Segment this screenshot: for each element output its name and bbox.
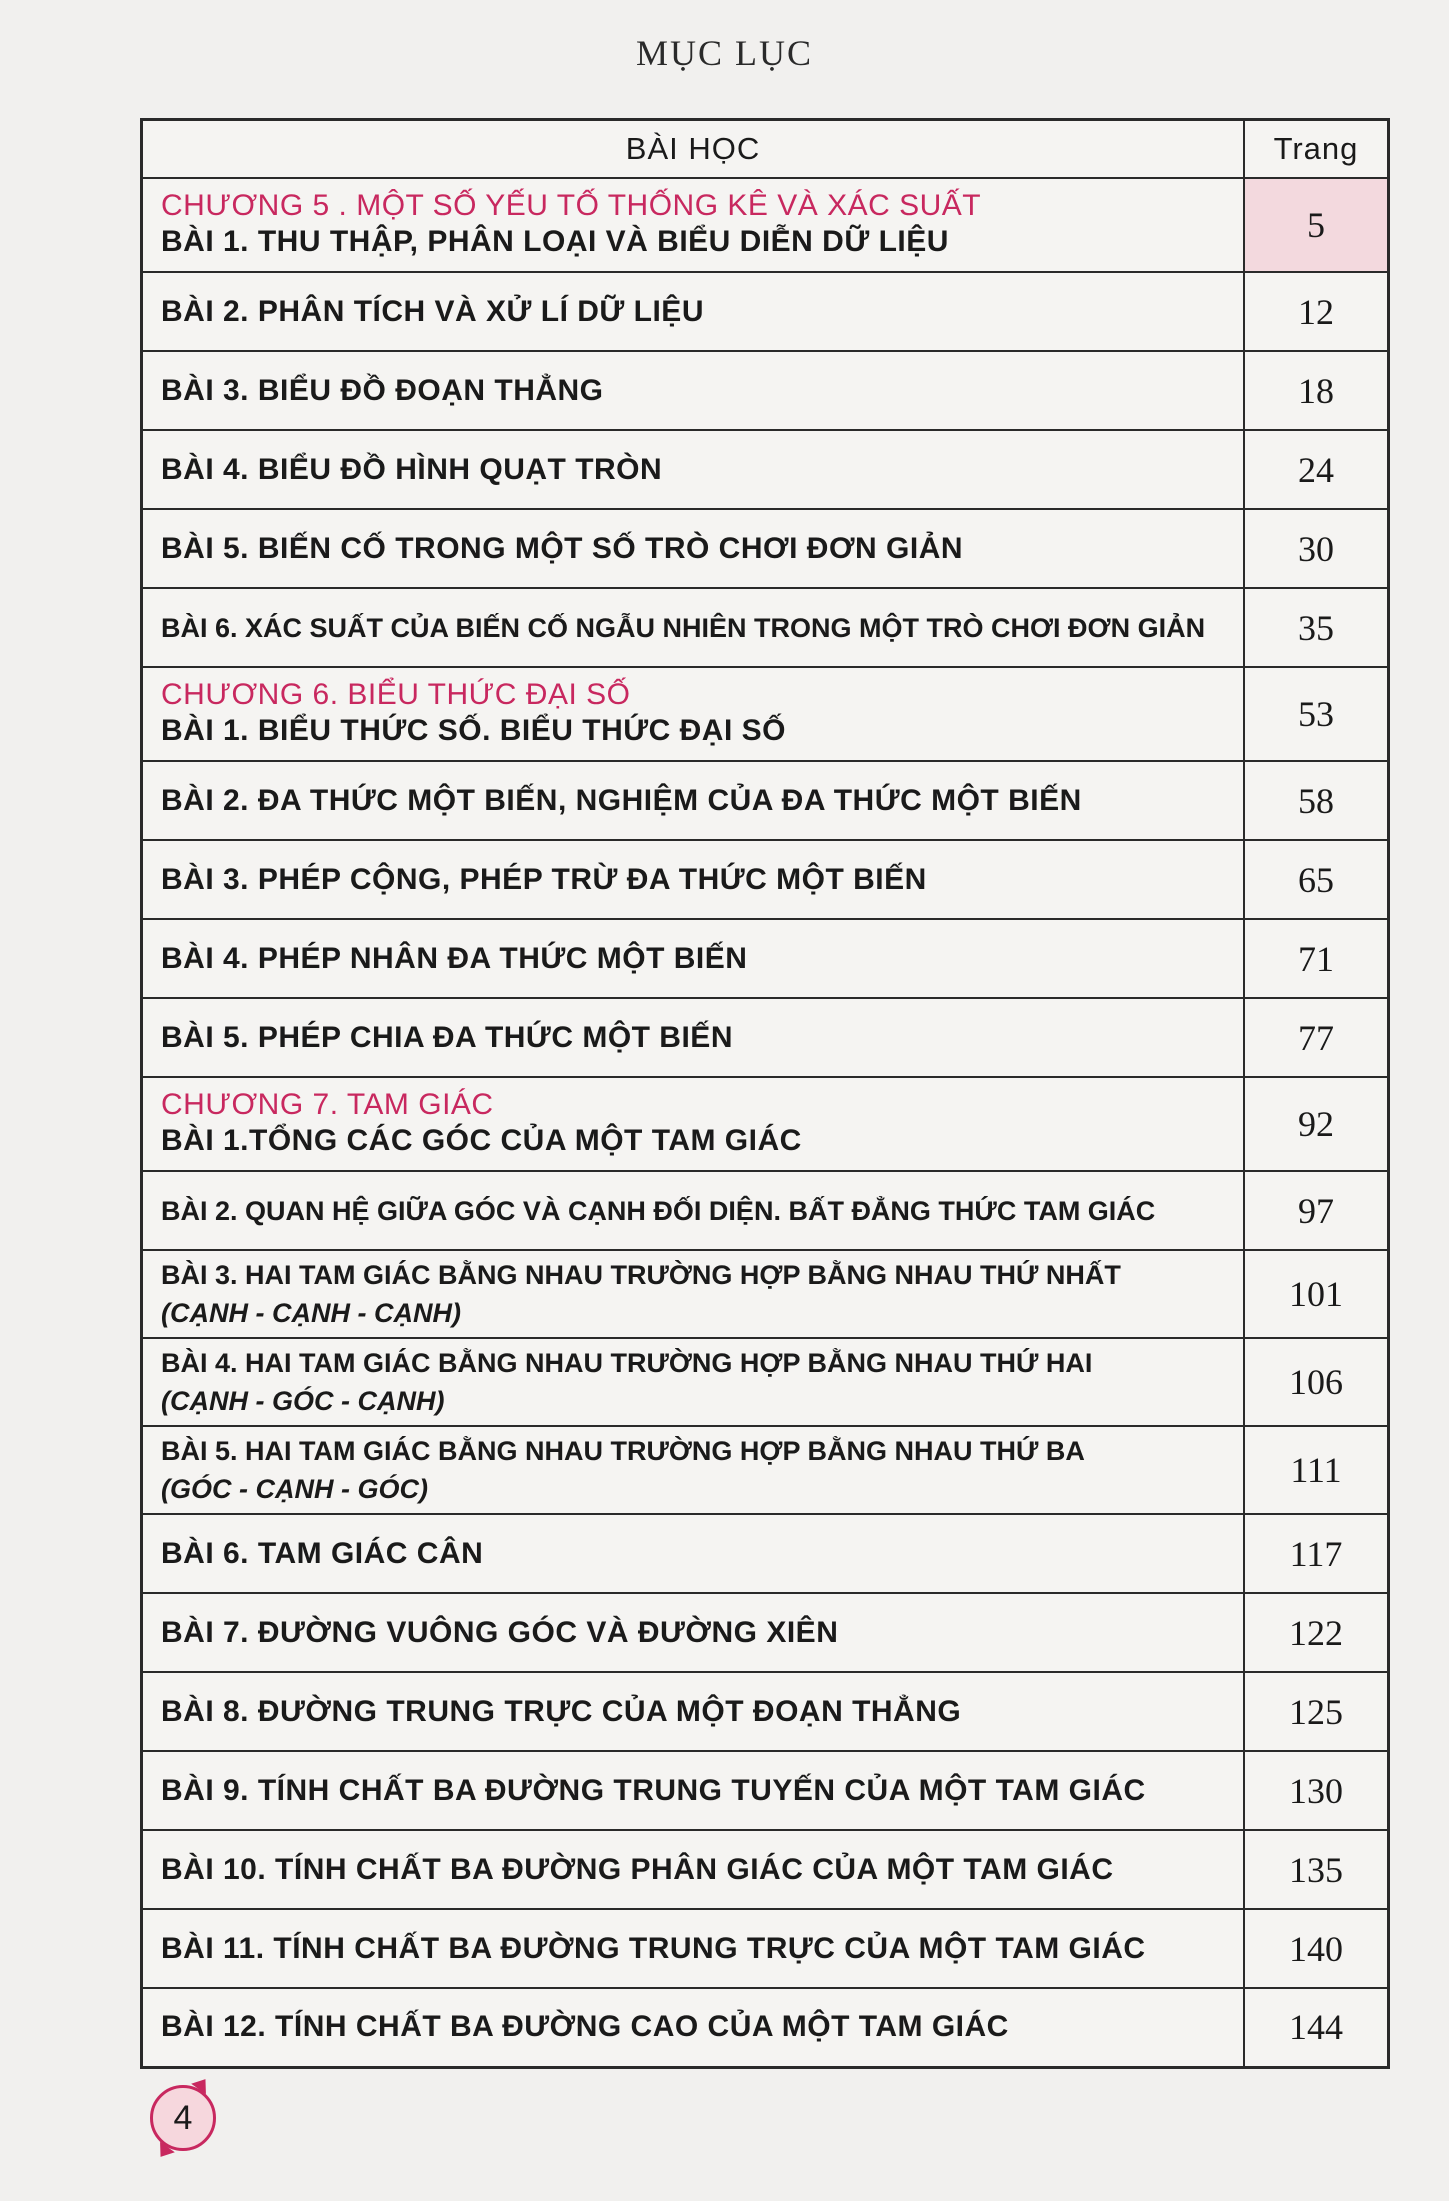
table-row xyxy=(142,1426,1389,1514)
lesson-title: BÀI 2. QUAN HỆ GIỮA GÓC VÀ CẠNH ĐỐI DIỆN. BẤT ĐẲNG THỨC TAM GIÁC xyxy=(142,1171,1245,1250)
lesson-title: BÀI 1.TỔNG CÁC GÓC CỦA MỘT TAM GIÁC xyxy=(161,1124,802,1157)
page-number-cell: 144 xyxy=(1244,1988,1389,2067)
table-row xyxy=(142,1672,1389,1751)
page-number: 4 xyxy=(173,2098,193,2137)
page-number-cell: 97 xyxy=(1244,1171,1389,1250)
lesson-title: BÀI 4. PHÉP NHÂN ĐA THỨC MỘT BIẾN xyxy=(142,919,1245,998)
lesson-title: BÀI 5. HAI TAM GIÁC BẰNG NHAU TRƯỜNG HỢP BẰNG NHAU THỨ BA xyxy=(161,1436,1085,1466)
chapter-heading: CHƯƠNG 6. BIỂU THỨC ĐẠI SỐ xyxy=(161,678,631,711)
lesson-title: BÀI 2. PHÂN TÍCH VÀ XỬ LÍ DỮ LIỆU xyxy=(142,272,1245,351)
table-row xyxy=(142,761,1389,840)
page-number-cell: 18 xyxy=(1244,351,1389,430)
page-number-cell: 30 xyxy=(1244,509,1389,588)
table-row xyxy=(142,998,1389,1077)
page-number-cell: 106 xyxy=(1244,1338,1389,1426)
page-number-cell: 65 xyxy=(1244,840,1389,919)
page-number-cell: 111 xyxy=(1244,1426,1389,1514)
page-number-cell: 53 xyxy=(1244,667,1389,761)
header-page: Trang xyxy=(1244,120,1389,179)
page-title: MỤC LỤC xyxy=(635,33,814,73)
lesson-subtitle: (CẠNH - GÓC - CẠNH) xyxy=(161,1386,445,1416)
lesson-title: BÀI 6. XÁC SUẤT CỦA BIẾN CỐ NGẪU NHIÊN TRONG MỘT TRÒ CHƠI ĐƠN GIẢN xyxy=(142,588,1245,667)
table-row xyxy=(142,1338,1389,1426)
table-row xyxy=(142,840,1389,919)
chapter-heading: CHƯƠNG 5 . MỘT SỐ YẾU TỐ THỐNG KÊ VÀ XÁC SUẤT xyxy=(161,189,982,222)
lesson-title: BÀI 8. ĐƯỜNG TRUNG TRỰC CỦA MỘT ĐOẠN THẲNG xyxy=(142,1672,1245,1751)
table-row xyxy=(142,178,1389,272)
page-number-cell: 77 xyxy=(1244,998,1389,1077)
lesson-subtitle: (CẠNH - CẠNH - CẠNH) xyxy=(161,1298,461,1328)
page-number-cell: 58 xyxy=(1244,761,1389,840)
table-row xyxy=(142,1830,1389,1909)
page-number-cell: 5 xyxy=(1244,178,1389,272)
table-row xyxy=(142,430,1389,509)
table-row xyxy=(142,1171,1389,1250)
lesson-title: BÀI 1. THU THẬP, PHÂN LOẠI VÀ BIỂU DIỄN DỮ LIỆU xyxy=(161,225,949,258)
lesson-title: BÀI 4. HAI TAM GIÁC BẰNG NHAU TRƯỜNG HỢP BẰNG NHAU THỨ HAI xyxy=(161,1348,1093,1378)
table-row xyxy=(142,1250,1389,1338)
table-header-row xyxy=(142,120,1389,179)
page-number-cell: 24 xyxy=(1244,430,1389,509)
page-number-cell: 130 xyxy=(1244,1751,1389,1830)
page-number-cell: 71 xyxy=(1244,919,1389,998)
lesson-title: BÀI 6. TAM GIÁC CÂN xyxy=(142,1514,1245,1593)
arrow-icon xyxy=(153,2142,175,2162)
lesson-title: BÀI 3. PHÉP CỘNG, PHÉP TRỪ ĐA THỨC MỘT BIẾN xyxy=(142,840,1245,919)
page-number-cell: 117 xyxy=(1244,1514,1389,1593)
lesson-title: BÀI 11. TÍNH CHẤT BA ĐƯỜNG TRUNG TRỰC CỦA MỘT TAM GIÁC xyxy=(142,1909,1245,1988)
table-row xyxy=(142,1077,1389,1171)
lesson-title: BÀI 4. BIỂU ĐỒ HÌNH QUẠT TRÒN xyxy=(142,430,1245,509)
table-row xyxy=(142,1593,1389,1672)
page-number-cell: 35 xyxy=(1244,588,1389,667)
lesson-title: BÀI 1. BIỂU THỨC SỐ. BIỂU THỨC ĐẠI SỐ xyxy=(161,714,786,747)
table-row xyxy=(142,1514,1389,1593)
toc-table xyxy=(140,118,1390,2069)
table-row xyxy=(142,272,1389,351)
lesson-cell xyxy=(142,1338,1245,1426)
lesson-title: BÀI 5. BIẾN CỐ TRONG MỘT SỐ TRÒ CHƠI ĐƠN GIẢN xyxy=(142,509,1245,588)
lesson-title: BÀI 7. ĐƯỜNG VUÔNG GÓC VÀ ĐƯỜNG XIÊN xyxy=(142,1593,1245,1672)
lesson-title: BÀI 9. TÍNH CHẤT BA ĐƯỜNG TRUNG TUYẾN CỦA MỘT TAM GIÁC xyxy=(142,1751,1245,1830)
page-number-cell: 12 xyxy=(1244,272,1389,351)
lesson-cell xyxy=(142,1426,1245,1514)
table-row xyxy=(142,351,1389,430)
lesson-title: BÀI 5. PHÉP CHIA ĐA THỨC MỘT BIẾN xyxy=(142,998,1245,1077)
page-number-cell: 92 xyxy=(1244,1077,1389,1171)
page-number-cell: 101 xyxy=(1244,1250,1389,1338)
lesson-title: BÀI 10. TÍNH CHẤT BA ĐƯỜNG PHÂN GIÁC CỦA MỘT TAM GIÁC xyxy=(142,1830,1245,1909)
lesson-title: BÀI 3. HAI TAM GIÁC BẰNG NHAU TRƯỜNG HỢP BẰNG NHAU THỨ NHẤT xyxy=(161,1260,1121,1290)
table-row xyxy=(142,1751,1389,1830)
table-row xyxy=(142,667,1389,761)
arrow-icon xyxy=(191,2074,213,2094)
page-number-cell: 135 xyxy=(1244,1830,1389,1909)
lesson-title: BÀI 2. ĐA THỨC MỘT BIẾN, NGHIỆM CỦA ĐA THỨC MỘT BIẾN xyxy=(142,761,1245,840)
lesson-cell xyxy=(142,178,1245,272)
table-row xyxy=(142,588,1389,667)
page-number-cell: 122 xyxy=(1244,1593,1389,1672)
page-number-cell: 140 xyxy=(1244,1909,1389,1988)
table-row xyxy=(142,919,1389,998)
table-row xyxy=(142,509,1389,588)
page-number-badge xyxy=(150,2085,216,2151)
header-lesson: BÀI HỌC xyxy=(142,120,1245,179)
page-number-cell: 125 xyxy=(1244,1672,1389,1751)
lesson-cell xyxy=(142,1077,1245,1171)
lesson-cell xyxy=(142,667,1245,761)
chapter-heading: CHƯƠNG 7. TAM GIÁC xyxy=(161,1088,494,1121)
table-row xyxy=(142,1909,1389,1988)
table-row xyxy=(142,1988,1389,2067)
lesson-subtitle: (GÓC - CẠNH - GÓC) xyxy=(161,1474,428,1504)
lesson-cell xyxy=(142,1250,1245,1338)
lesson-title: BÀI 3. BIỂU ĐỒ ĐOẠN THẲNG xyxy=(142,351,1245,430)
lesson-title: BÀI 12. TÍNH CHẤT BA ĐƯỜNG CAO CỦA MỘT TAM GIÁC xyxy=(142,1988,1245,2067)
